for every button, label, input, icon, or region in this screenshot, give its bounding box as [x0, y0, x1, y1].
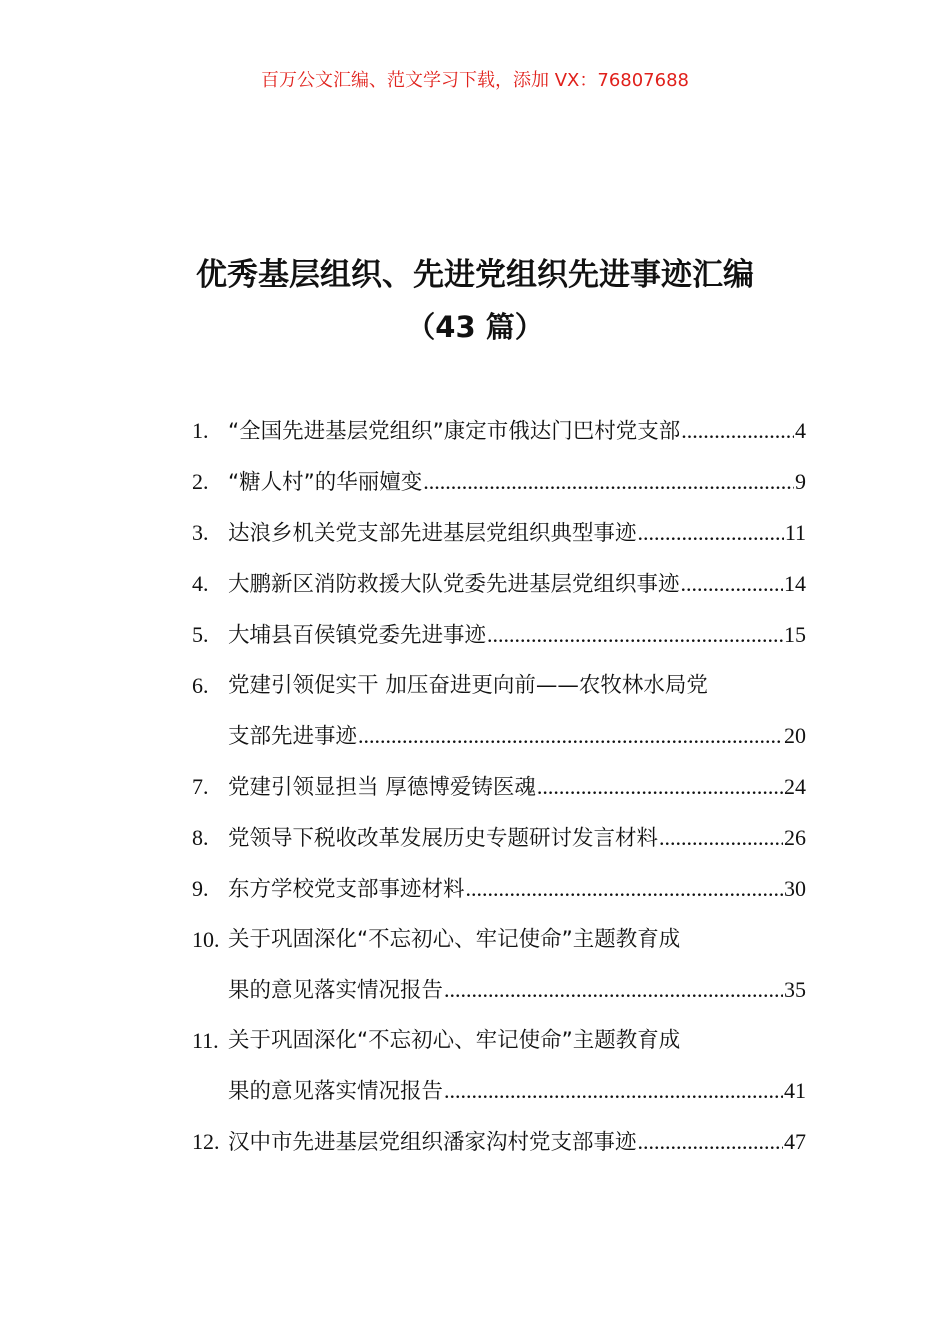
- toc-entry-row: [228, 457, 806, 508]
- toc-entry-number: 9.: [192, 876, 209, 901]
- toc-entry[interactable]: [192, 610, 806, 661]
- toc-entry-leader-dots: [537, 762, 783, 812]
- toc-entry-number: 6.: [192, 673, 209, 698]
- toc-entry-row: [228, 864, 806, 915]
- toc-entry[interactable]: [192, 813, 806, 864]
- toc-entry[interactable]: [192, 762, 806, 813]
- toc-entry-title: 果的意见落实情况报告: [228, 1079, 444, 1104]
- toc-entry-page-number: 20: [784, 723, 806, 748]
- table-of-contents: [192, 406, 806, 1168]
- toc-entry-page-number: 15: [784, 622, 806, 647]
- toc-entry-leader-dots: [466, 864, 783, 914]
- toc-entry-title-line: 关于巩固深化“不忘初心、牢记使命”主题教育成: [228, 1028, 681, 1053]
- toc-entry-number: 12.: [192, 1129, 220, 1154]
- toc-entry-leader-dots: [681, 406, 794, 456]
- toc-entry-leader-dots: [358, 711, 783, 761]
- title-block: [0, 252, 950, 350]
- toc-entry-number: 4.: [192, 571, 209, 596]
- toc-entry-number: 8.: [192, 825, 209, 850]
- toc-entry-row: [228, 406, 806, 457]
- toc-entry[interactable]: [192, 457, 806, 508]
- toc-entry-number: 1.: [192, 418, 209, 443]
- toc-entry-leader-dots: [681, 559, 783, 609]
- toc-entry-title: 汉中市先进基层党组织潘家沟村党支部事迹: [228, 1130, 637, 1155]
- toc-entry-page-number: 9: [795, 469, 806, 494]
- toc-entry-row: [228, 559, 806, 610]
- toc-entry[interactable]: [192, 559, 806, 610]
- toc-entry-row: [228, 1117, 806, 1168]
- toc-entry-title: “全国先进基层党组织”康定市俄达门巴村党支部: [228, 419, 681, 444]
- toc-entry-number: 2.: [192, 469, 209, 494]
- toc-entry-page-number: 41: [784, 1078, 806, 1103]
- toc-entry-number: 5.: [192, 622, 209, 647]
- toc-entry-page-number: 11: [784, 520, 806, 545]
- toc-entry-title-line: 关于巩固深化“不忘初心、牢记使命”主题教育成: [228, 927, 681, 952]
- toc-entry-title: 东方学校党支部事迹材料: [228, 877, 465, 902]
- toc-entry-title: 大埔县百侯镇党委先进事迹: [228, 623, 487, 648]
- toc-entry-row: [228, 711, 806, 762]
- document-subtitle: （43 篇）: [406, 310, 544, 344]
- toc-entry[interactable]: [192, 1117, 806, 1168]
- toc-entry-row: [228, 762, 806, 813]
- toc-entry-leader-dots: [638, 508, 784, 558]
- toc-entry-row: [228, 508, 806, 559]
- toc-entry-page-number: 24: [784, 774, 806, 799]
- toc-entry-row: [228, 813, 806, 864]
- header-note: 百万公文汇编、范文学习下载，添加 VX：76807688: [261, 70, 689, 91]
- toc-entry-row: [228, 965, 806, 1016]
- toc-entry-leader-dots: [659, 813, 783, 863]
- toc-entry-title: 果的意见落实情况报告: [228, 978, 444, 1003]
- toc-entry[interactable]: [192, 1016, 806, 1117]
- toc-entry-page-number: 35: [784, 977, 806, 1002]
- toc-entry[interactable]: [192, 661, 806, 762]
- toc-entry-leader-dots: [487, 610, 783, 660]
- toc-entry-leader-dots: [638, 1117, 783, 1167]
- toc-entry[interactable]: [192, 406, 806, 457]
- toc-entry-title: 大鹏新区消防救援大队党委先进基层党组织事迹: [228, 572, 680, 597]
- toc-entry-page-number: 47: [784, 1129, 806, 1154]
- toc-entry-number: 3.: [192, 520, 209, 545]
- toc-entry-page-number: 14: [784, 571, 806, 596]
- toc-entry-title: 支部先进事迹: [228, 724, 358, 749]
- toc-entry-number: 7.: [192, 774, 209, 799]
- toc-entry-number: 10.: [192, 927, 220, 952]
- toc-entry-leader-dots: [423, 457, 794, 507]
- toc-entry-leader-dots: [444, 965, 783, 1015]
- toc-entry-title: 党建引领显担当 厚德博爱铸医魂: [228, 775, 536, 800]
- toc-entry-leader-dots: [444, 1066, 783, 1116]
- toc-entry[interactable]: [192, 864, 806, 915]
- toc-entry-title: “糖人村”的华丽嬗变: [228, 470, 423, 495]
- toc-entry-title: 达浪乡机关党支部先进基层党组织典型事迹: [228, 521, 637, 546]
- document-title: 优秀基层组织、先进党组织先进事迹汇编: [196, 257, 754, 293]
- toc-entry-page-number: 4: [795, 418, 806, 443]
- toc-entry[interactable]: [192, 508, 806, 559]
- toc-entry[interactable]: [192, 915, 806, 1016]
- toc-entry-row: [228, 1066, 806, 1117]
- toc-entry-row: [228, 610, 806, 661]
- toc-entry-title: 党领导下税收改革发展历史专题研讨发言材料: [228, 826, 659, 851]
- toc-entry-page-number: 26: [784, 825, 806, 850]
- toc-entry-number: 11.: [192, 1028, 219, 1053]
- toc-entry-title-line: 党建引领促实干 加压奋进更向前——农牧林水局党: [228, 673, 708, 698]
- toc-entry-page-number: 30: [784, 876, 806, 901]
